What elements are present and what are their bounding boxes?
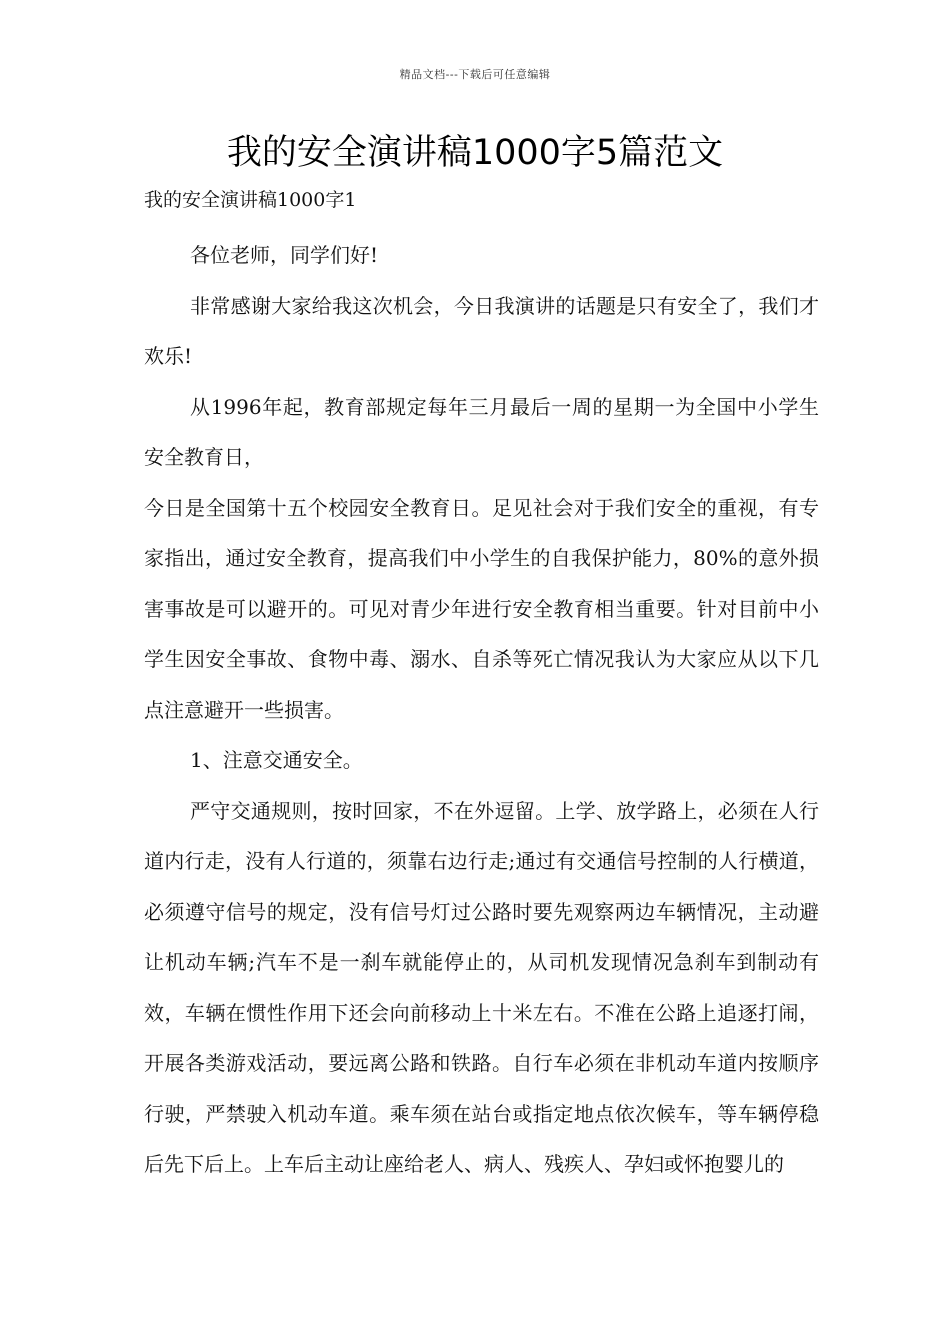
header-note: 精品文档---下载后可任意编辑 — [399, 68, 551, 81]
document-body — [144, 230, 819, 1190]
section-heading: 我的安全演讲稿1000字1 — [144, 189, 357, 211]
paragraph-greeting: 各位老师，同学们好! — [190, 243, 379, 267]
document-title: 我的安全演讲稿1000字5篇范文 — [226, 133, 724, 173]
paragraph-traffic-rules: 严守交通规则，按时回家，不在外逗留。上学、放学路上，必须在人行道内行走，没有人行道的，须靠右边行走;通过有交通信号控制的人行横道，必须遵守信号的规定，没有信号灯过公路时要先观察两边车辆情况，主动避让机动车辆;汽车不是一刹车就能停止的，从司机发现情况急刹车到制动有效，车辆在惯性作用下还会向前移动上十米左右。不准在公路上追逐打闹，开展各类游戏活动，要远离公路和铁路。自行车必须在非机动车道内按顺序行驶，严禁驶入机动车道。乘车须在站台或指定地点依次候车，等车辆停稳后先下后上。上车后主动让座给老人、病人、残疾人、孕妇或怀抱婴儿的 — [144, 798, 819, 1176]
paragraph-history: 从1996年起，教育部规定每年三月最后一周的星期一为全国中小学生安全教育日， — [144, 394, 819, 469]
paragraph-importance: 今日是全国第十五个校园安全教育日。足见社会对于我们安全的重视，有专家指出，通过安全教育，提高我们中小学生的自我保护能力，80%的意外损害事故是可以避开的。可见对青少年进行安全教育相当重要。针对目前中小学生因安全事故、食物中毒、溺水、自杀等死亡情况我认为大家应从以下几点注意避开一些损害。 — [144, 495, 819, 722]
paragraph-point-1-heading: 1、注意交通安全。 — [190, 748, 363, 772]
paragraph-thanks: 非常感谢大家给我这次机会，今日我演讲的话题是只有安全了，我们才欢乐! — [144, 293, 819, 368]
